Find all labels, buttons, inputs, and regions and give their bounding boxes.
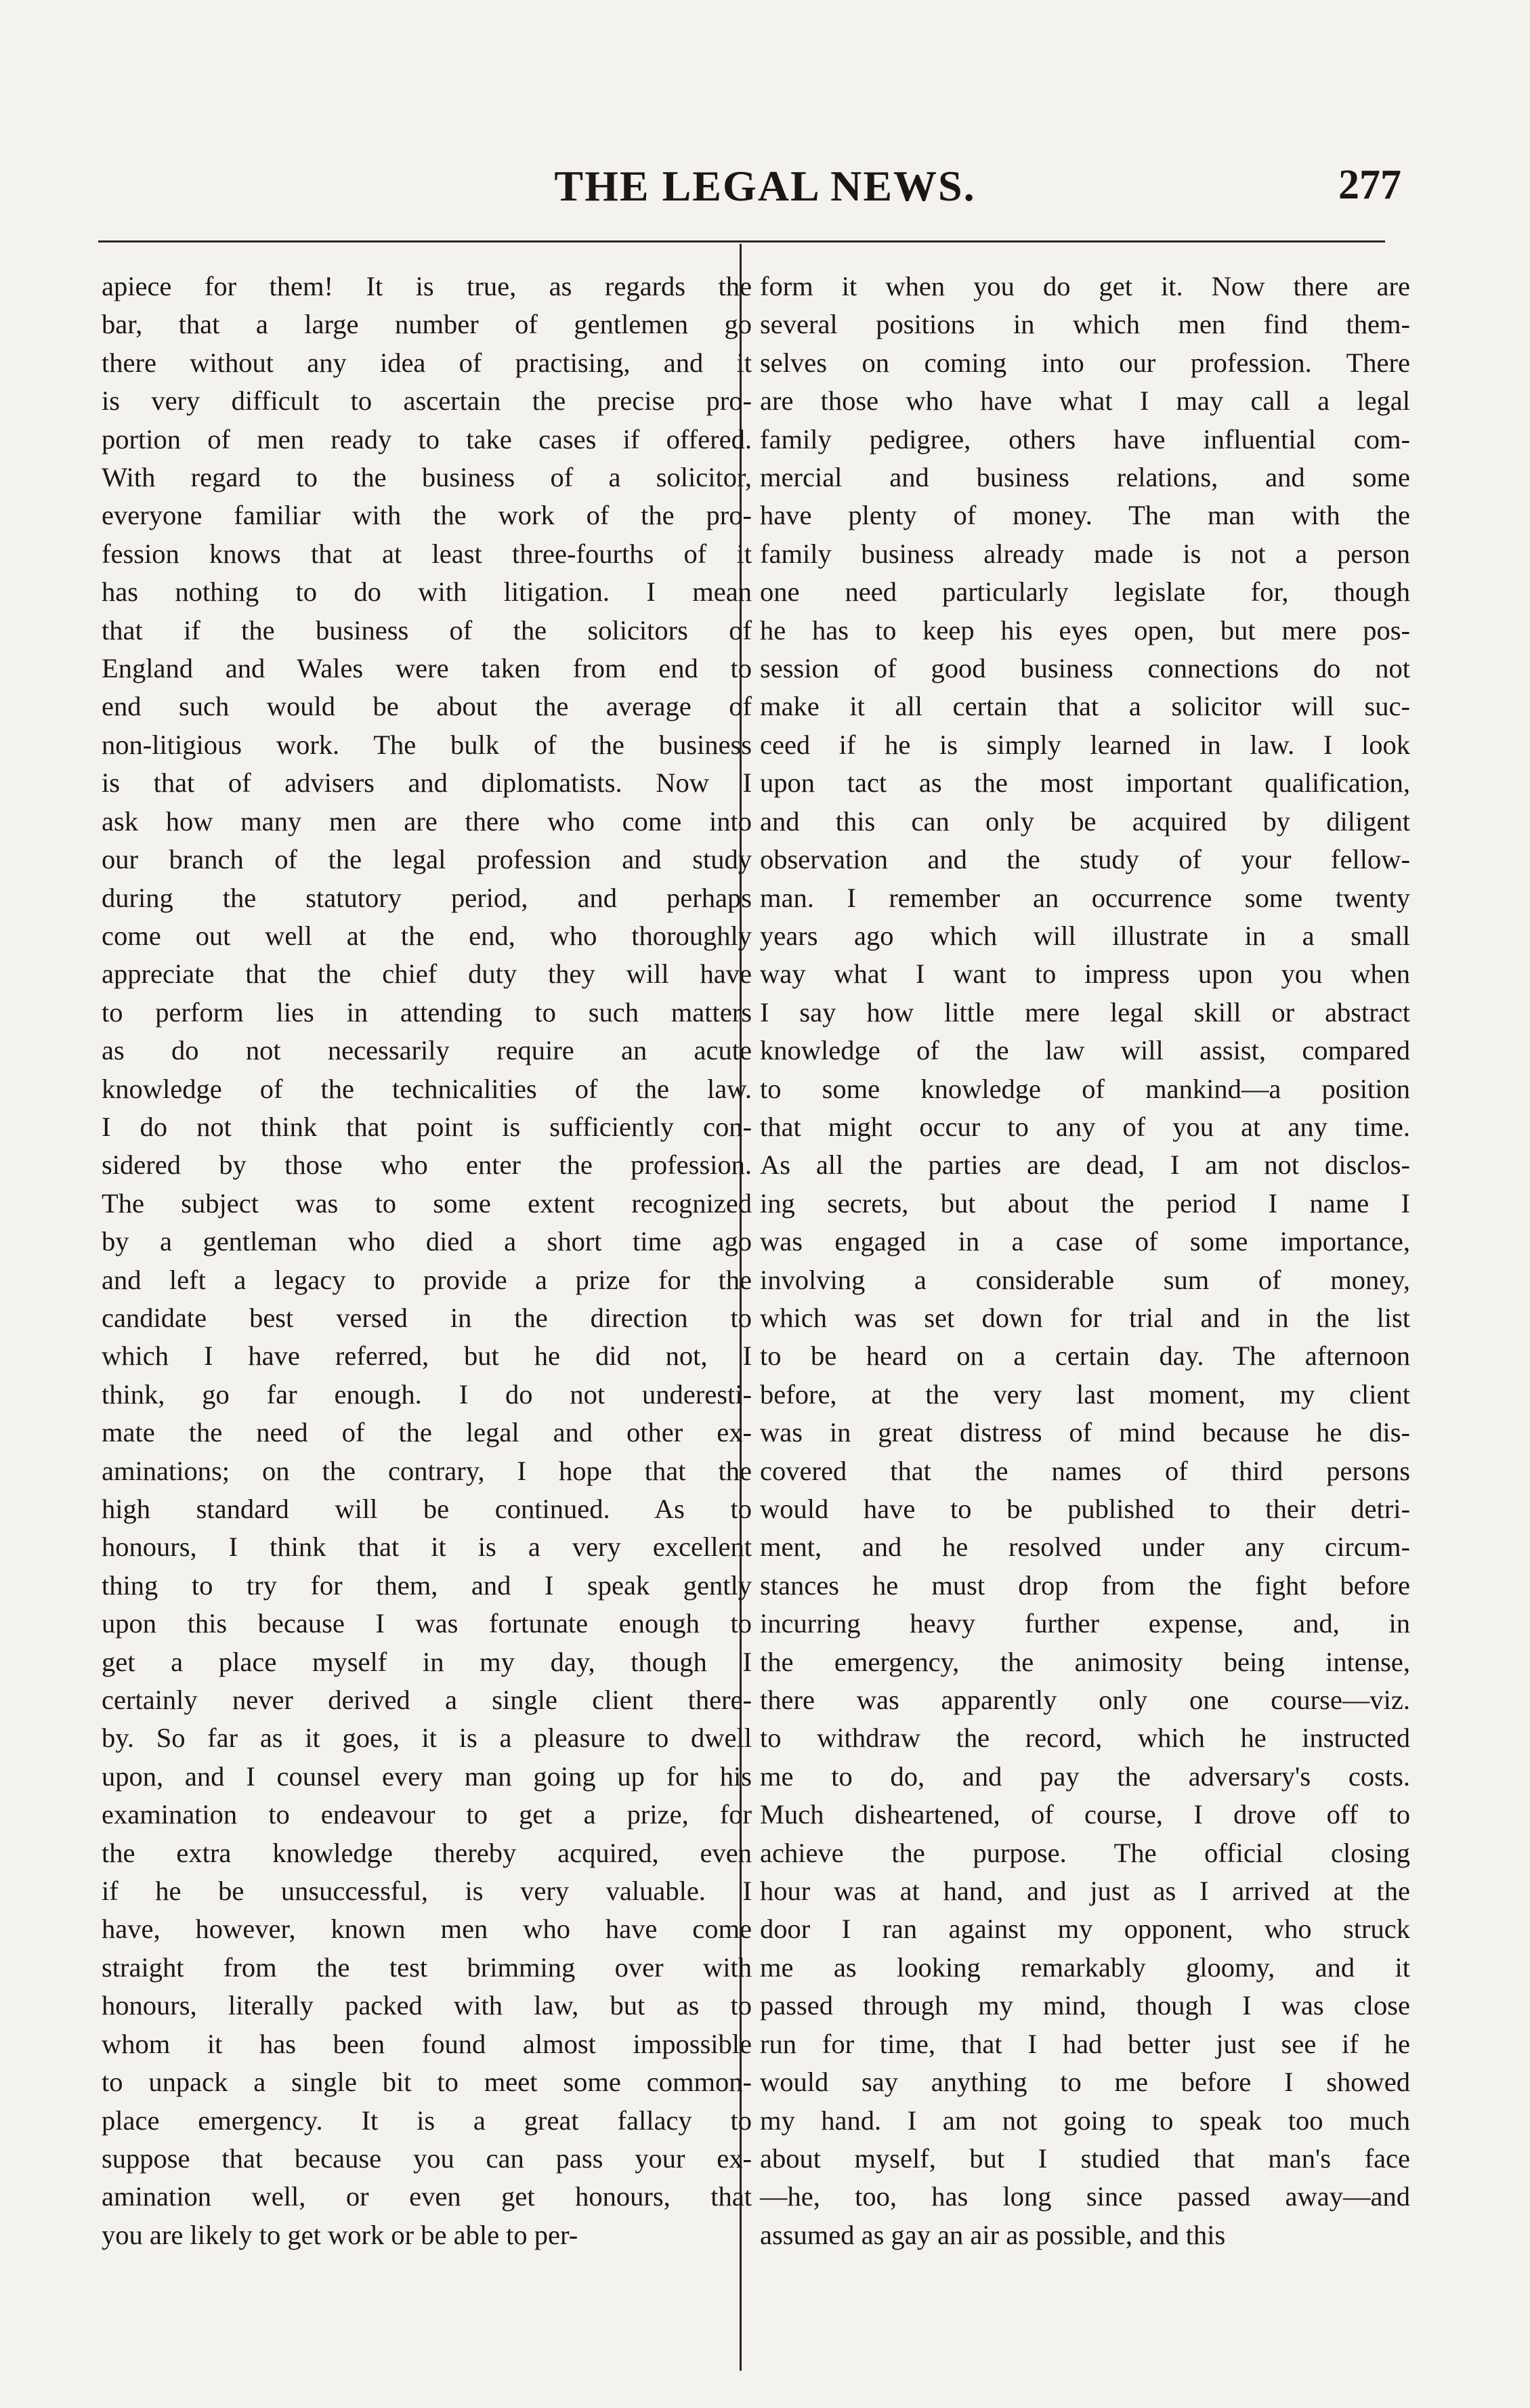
text-line: —he, too, has long since passed away—and — [760, 2181, 1410, 2212]
text-line: me to do, and pay the adversary's costs. — [760, 1760, 1410, 1792]
text-line: and left a legacy to provide a prize for the — [102, 1264, 752, 1295]
text-line: he has to keep his eyes open, but mere pos- — [760, 614, 1410, 646]
text-line: high standard will be continued. As to — [102, 1494, 752, 1524]
text-line: that if the business of the solicitors of — [102, 614, 752, 646]
page-number: 277 — [1338, 162, 1401, 208]
left-column — [102, 268, 752, 2254]
text-line: to be heard on a certain day. The afternoon — [760, 1340, 1410, 1372]
text-line: if he be unsuccessful, is very valuable. I — [102, 1876, 752, 1907]
text-line: mate the need of the legal and other ex- — [102, 1417, 752, 1448]
text-line: as do not necessarily require an acute — [102, 1035, 752, 1066]
text-line: are those who have what I may call a legal — [760, 385, 1410, 417]
text-line: assumed as gay an air as possible, and this — [760, 2219, 1226, 2250]
text-line: man. I remember an occurrence some twenty — [760, 882, 1410, 913]
text-line: which I have referred, but he did not, I — [102, 1340, 752, 1372]
text-line: have plenty of money. The man with the — [760, 500, 1410, 531]
text-line: The subject was to some extent recognized — [102, 1187, 752, 1219]
text-line: door I ran against my opponent, who struck — [760, 1914, 1410, 1945]
text-line: candidate best versed in the direction to — [102, 1302, 752, 1333]
text-line: appreciate that the chief duty they will have — [102, 958, 752, 990]
text-line: straight from the test brimming over with — [102, 1951, 752, 1983]
text-line: one need particularly legislate for, though — [760, 576, 1410, 608]
text-line: get a place myself in my day, though I — [102, 1646, 752, 1677]
text-line: would say anything to me before I showed — [760, 2067, 1410, 2098]
text-line: honours, I think that it is a very excellent — [102, 1532, 752, 1563]
text-line: England and Wales were taken from end to — [102, 653, 752, 684]
text-line: covered that the names of third persons — [760, 1455, 1410, 1486]
text-line: examination to endeavour to get a prize, for — [102, 1799, 752, 1830]
text-line: about myself, but I studied that man's face — [760, 2142, 1410, 2174]
right-column — [760, 268, 1410, 2254]
text-line: everyone familiar with the work of the pro- — [102, 500, 752, 531]
text-line: by. So far as it goes, it is a pleasure to dwell — [102, 1723, 752, 1754]
text-line: was engaged in a case of some importance, — [760, 1226, 1410, 1257]
text-line: way what I want to impress upon you when — [760, 958, 1410, 990]
text-line: think, go far enough. I do not underesti- — [102, 1378, 752, 1410]
text-line: which was set down for trial and in the list — [760, 1302, 1410, 1333]
text-line: With regard to the business of a solicitor, — [102, 462, 752, 493]
text-line: I do not think that point is sufficiently con- — [102, 1111, 752, 1142]
text-line: involving a considerable sum of money, — [760, 1264, 1410, 1295]
text-line: stances he must drop from the fight before — [760, 1569, 1410, 1601]
text-line: end such would be about the average of — [102, 691, 752, 722]
text-line: passed through my mind, though I was close — [760, 1990, 1410, 2021]
text-line: apiece for them! It is true, as regards the — [102, 271, 752, 301]
text-line: ing secrets, but about the period I name I — [760, 1187, 1410, 1219]
text-line: that might occur to any of you at any time. — [760, 1111, 1410, 1142]
text-line: me as looking remarkably gloomy, and it — [760, 1951, 1410, 1983]
text-line: my hand. I am not going to speak too much — [760, 2105, 1410, 2136]
text-line: upon tact as the most important qualification, — [760, 767, 1410, 799]
text-line: the emergency, the animosity being intense, — [760, 1646, 1410, 1677]
text-line: to perform lies in attending to such matters — [102, 996, 752, 1028]
text-line: form it when you do get it. Now there are — [760, 271, 1410, 301]
text-line: observation and the study of your fellow- — [760, 844, 1410, 875]
text-line: by a gentleman who died a short time ago — [102, 1226, 752, 1257]
text-line: As all the parties are dead, I am not disclos- — [760, 1149, 1410, 1181]
text-line: sidered by those who enter the profession. — [102, 1149, 752, 1181]
text-line: during the statutory period, and perhaps — [102, 882, 752, 913]
text-line: achieve the purpose. The official closing — [760, 1837, 1410, 1868]
text-line: thing to try for them, and I speak gently — [102, 1569, 752, 1601]
text-line: incurring heavy further expense, and, in — [760, 1608, 1410, 1639]
text-line: Much disheartened, of course, I drove off to — [760, 1799, 1410, 1830]
text-line: there was apparently only one course—viz. — [760, 1685, 1410, 1716]
text-line: run for time, that I had better just see if he — [760, 2028, 1410, 2059]
text-line: and this can only be acquired by diligent — [760, 805, 1410, 837]
text-line: selves on coming into our profession. There — [760, 347, 1410, 378]
text-line: family business already made is not a person — [760, 538, 1410, 569]
text-line: ask how many men are there who come into — [102, 805, 752, 837]
text-line: ment, and he resolved under any circum- — [760, 1532, 1410, 1563]
text-line: would have to be published to their detri- — [760, 1494, 1410, 1524]
text-line: to some knowledge of mankind—a position — [760, 1073, 1410, 1104]
text-line: upon, and I counsel every man going up for his — [102, 1760, 752, 1792]
text-line: several positions in which men find them- — [760, 309, 1410, 340]
text-line: suppose that because you can pass your ex- — [102, 2142, 752, 2174]
text-line: portion of men ready to take cases if offered. — [102, 423, 752, 455]
text-line: come out well at the end, who thoroughly — [102, 920, 752, 951]
text-line: the extra knowledge thereby acquired, even — [102, 1837, 752, 1868]
text-line: session of good business connections do not — [760, 653, 1410, 684]
page-title: THE LEGAL NEWS. — [554, 162, 976, 210]
text-line: family pedigree, others have influential com- — [760, 423, 1410, 455]
text-line: amination well, or even get honours, that — [102, 2181, 752, 2212]
text-line: was in great distress of mind because he dis- — [760, 1417, 1410, 1448]
text-line: mercial and business relations, and some — [760, 462, 1410, 493]
text-line: to withdraw the record, which he instructed — [760, 1723, 1410, 1754]
text-line: has nothing to do with litigation. I mean — [102, 576, 752, 608]
text-line: honours, literally packed with law, but as to — [102, 1990, 752, 2021]
text-line: our branch of the legal profession and study — [102, 844, 752, 875]
text-line: knowledge of the technicalities of the law. — [102, 1073, 752, 1104]
text-line: years ago which will illustrate in a small — [760, 920, 1410, 951]
text-line: knowledge of the law will assist, compared — [760, 1035, 1410, 1066]
text-line: bar, that a large number of gentlemen go — [102, 309, 752, 340]
text-line: aminations; on the contrary, I hope that the — [102, 1455, 752, 1486]
text-line: before, at the very last moment, my client — [760, 1378, 1410, 1410]
text-line: make it all certain that a solicitor will suc- — [760, 691, 1410, 722]
text-line: there without any idea of practising, and it — [102, 347, 752, 378]
text-line: upon this because I was fortunate enough to — [102, 1608, 752, 1639]
text-line: hour was at hand, and just as I arrived at the — [760, 1876, 1410, 1907]
text-line: you are likely to get work or be able to per- — [102, 2219, 578, 2250]
text-line: whom it has been found almost impossible — [102, 2028, 752, 2059]
text-line: is that of advisers and diplomatists. Now I — [102, 767, 752, 799]
text-line: fession knows that at least three-fourths of it — [102, 538, 752, 569]
text-line: ceed if he is simply learned in law. I look — [760, 729, 1410, 760]
text-line: I say how little mere legal skill or abstract — [760, 996, 1410, 1028]
text-line: have, however, known men who have come — [102, 1914, 752, 1945]
text-line: is very difficult to ascertain the precise pro- — [102, 385, 752, 417]
text-line: non-litigious work. The bulk of the business — [102, 729, 752, 760]
header-rule — [98, 240, 1385, 242]
text-line: place emergency. It is a great fallacy to — [102, 2105, 752, 2136]
text-line: certainly never derived a single client there- — [102, 1685, 752, 1716]
text-line: to unpack a single bit to meet some common- — [102, 2067, 752, 2098]
